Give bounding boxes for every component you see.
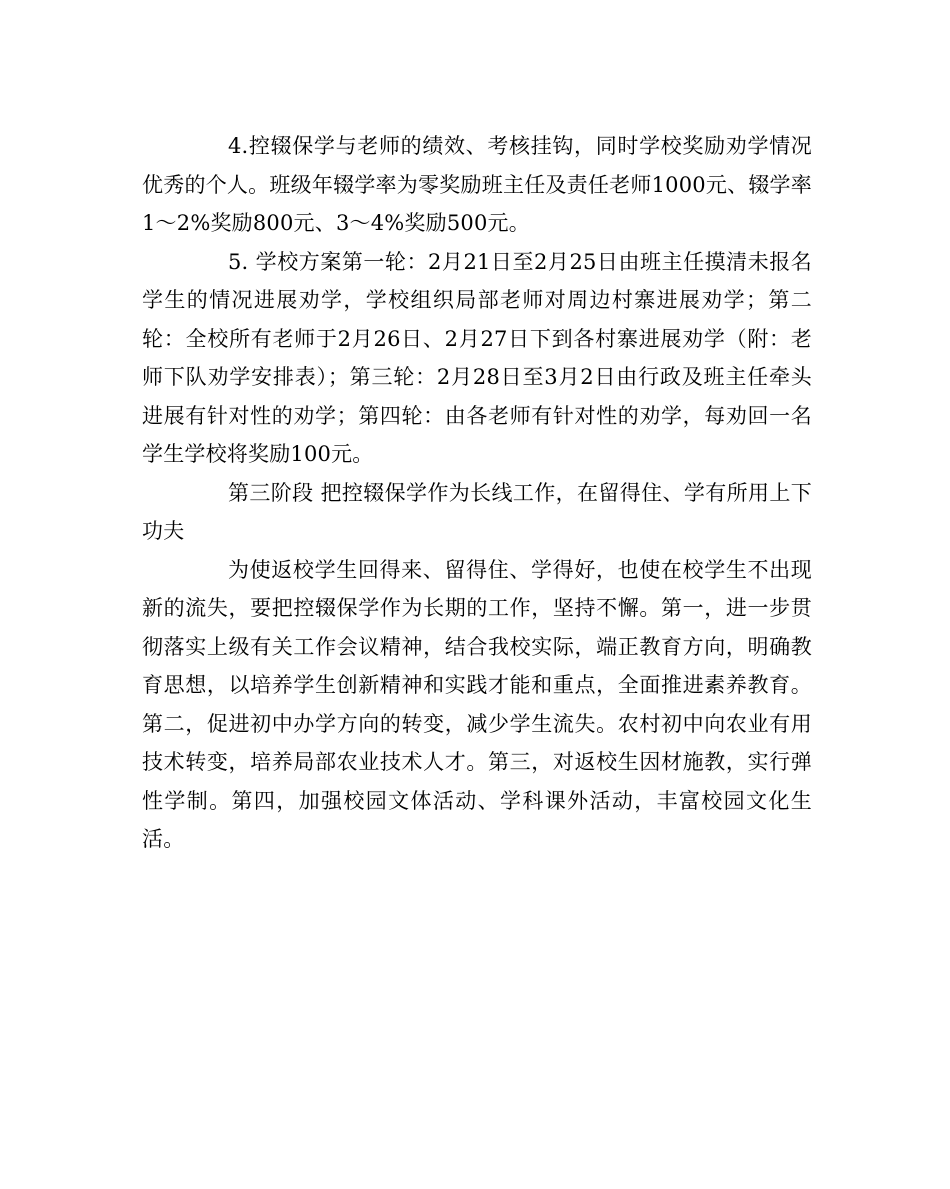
paragraph-school-plan-rounds: 5. 学校方案第一轮：2月21日至2月25日由班主任摸清未报名学生的情况进展劝学，学校组织局部老师对周边村寨进展劝学；第二轮：全校所有老师于2月26日、2月27日下到各村寨进展劝学（附：老师下队劝学安排表）；第三轮：2月28日至3月2日由行政及班主任牵头进展有针对性的劝学；第四轮：由各老师有针对性的劝学，每劝回一名学生学校将奖励100元。 — [142, 249, 812, 466]
paragraph-stage-three-heading: 第三阶段 把控辍保学作为长线工作，在留得住、学有所用上下功夫 — [142, 480, 812, 543]
paragraph-performance-reward: 4.控辍保学与老师的绩效、考核挂钩，同时学校奖励劝学情况优秀的个人。班级年辍学率为零奖励班主任及责任老师1000元、辍学率1～2%奖励800元、3～4%奖励500元。 — [142, 134, 812, 235]
paragraph-long-term-work: 为使返校学生回得来、留得住、学得好，也使在校学生不出现新的流失，要把控辍保学作为长期的工作，坚持不懈。第一，进一步贯彻落实上级有关工作会议精神，结合我校实际，端正教育方向，明确教育思想，以培养学生创新精神和实践才能和重点，全面推进素养教育。第二，促进初中办学方向的转变，减少学生流失。农村初中向农业有用技术转变，培养局部农业技术人才。第三，对返校生因材施教，实行弹性学制。第四，加强校园文体活动、学科课外活动，丰富校园文化生活。 — [142, 557, 812, 851]
document-body — [142, 127, 812, 859]
